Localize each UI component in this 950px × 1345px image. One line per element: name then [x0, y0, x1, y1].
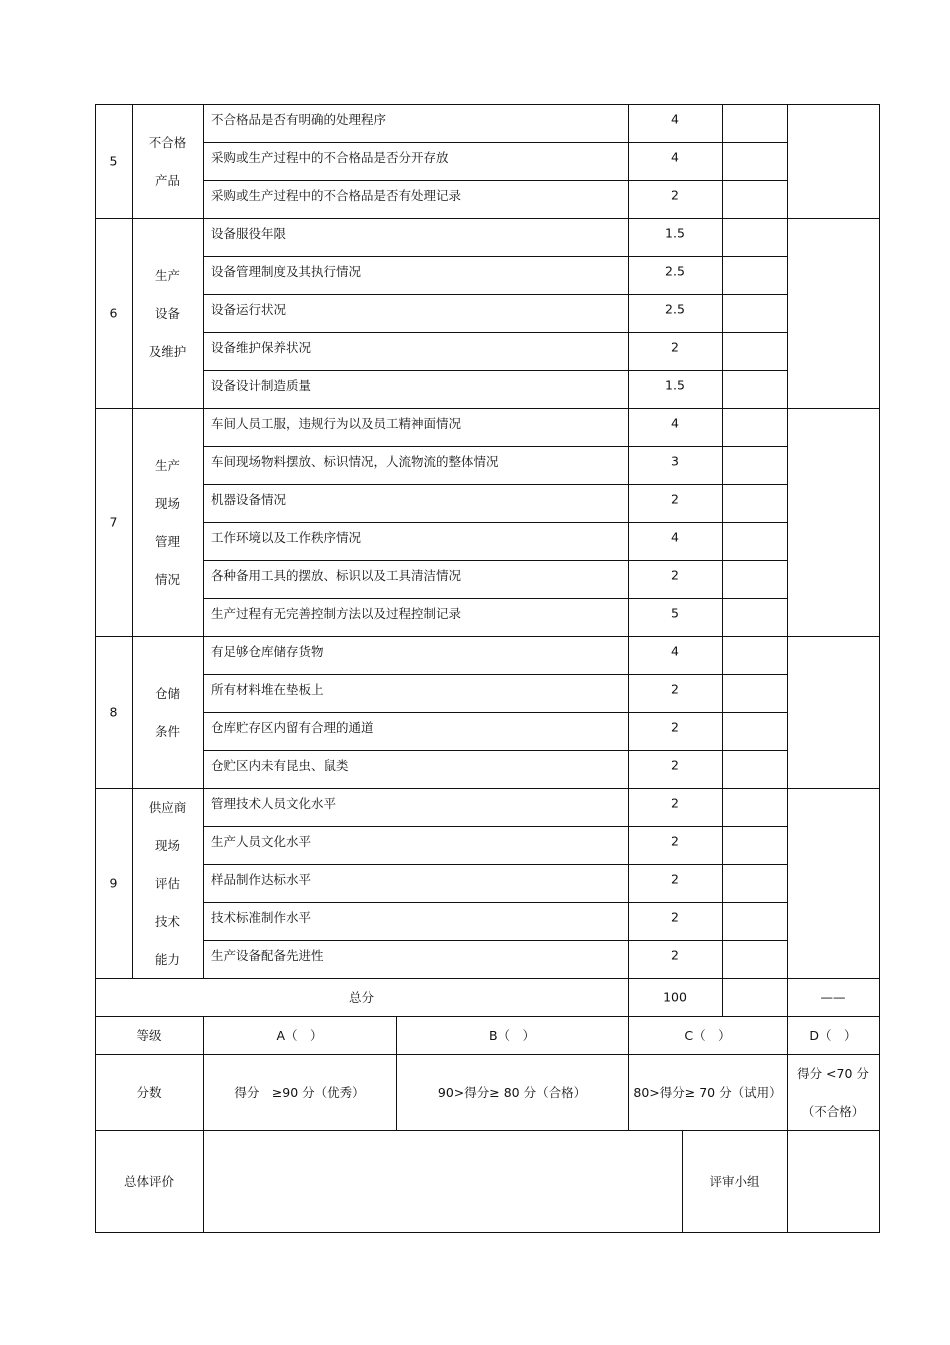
row-divider	[95, 1130, 880, 1131]
table-border-right	[879, 218, 880, 408]
column-divider	[628, 788, 629, 978]
criterion-text: 管理技术人员文化水平	[211, 796, 337, 811]
column-divider	[787, 636, 788, 788]
criterion-text: 车间现场物料摆放、标识情况，人流物流的整体情况	[211, 454, 499, 469]
criterion-text: 技术标准制作水平	[211, 910, 312, 925]
criterion-max-score: 2.5	[665, 263, 685, 279]
score-range-d: 得分 <70 分	[797, 1066, 869, 1081]
criterion-max-score: 2	[671, 947, 679, 963]
column-divider	[722, 788, 723, 978]
column-divider	[132, 408, 133, 636]
section-number: 7	[109, 514, 118, 530]
grade-label: 等级	[136, 1028, 162, 1043]
column-divider	[628, 218, 629, 408]
column-divider	[787, 1130, 788, 1232]
table-border-left	[95, 978, 96, 1016]
column-divider	[722, 218, 723, 408]
criterion-text: 车间人员工服，违规行为以及员工精神面情况	[211, 416, 462, 431]
criterion-max-score: 2	[671, 909, 679, 925]
criterion-text: 工作环境以及工作秩序情况	[211, 530, 362, 545]
criterion-text: 设备设计制造质量	[211, 378, 312, 393]
criterion-text: 各种备用工具的摆放、标识以及工具清洁情况	[211, 568, 462, 583]
overall-evaluation-label: 总体评价	[123, 1174, 175, 1189]
item-row-divider	[203, 446, 787, 447]
column-divider	[787, 104, 788, 218]
section-divider	[95, 978, 880, 979]
section-category-label: 供应商	[148, 800, 187, 815]
section-number: 5	[109, 153, 118, 169]
section-category-label: 生产	[154, 458, 181, 473]
review-panel-label: 评审小组	[709, 1174, 760, 1189]
table-border-left	[95, 1016, 96, 1054]
section-divider	[95, 218, 880, 219]
section-category-label: 仓储	[154, 686, 181, 701]
criterion-max-score: 2.5	[665, 301, 685, 317]
column-divider	[628, 104, 629, 218]
table-border-right	[879, 788, 880, 978]
row-divider	[95, 1054, 880, 1055]
section-number: 9	[109, 875, 118, 891]
column-divider	[203, 636, 204, 788]
criterion-text: 采购或生产过程中的不合格品是否有处理记录	[211, 188, 462, 203]
total-dash: ——	[820, 989, 846, 1005]
column-divider	[132, 788, 133, 978]
criterion-max-score: 4	[671, 149, 679, 165]
column-divider	[203, 218, 204, 408]
item-row-divider	[203, 256, 787, 257]
section-category-label: 管理	[154, 534, 181, 549]
table-border-left	[95, 788, 96, 978]
column-divider	[132, 104, 133, 218]
item-row-divider	[203, 902, 787, 903]
criterion-max-score: 2	[671, 491, 679, 507]
section-divider	[95, 788, 880, 789]
criterion-text: 所有材料堆在垫板上	[211, 682, 324, 697]
section-category-label: 现场	[154, 496, 181, 511]
item-row-divider	[203, 180, 787, 181]
table-border-top	[95, 104, 880, 105]
item-row-divider	[203, 750, 787, 751]
item-row-divider	[203, 484, 787, 485]
item-row-divider	[203, 370, 787, 371]
total-score: 100	[663, 989, 687, 1005]
column-divider	[628, 1016, 629, 1054]
criterion-max-score: 1.5	[665, 225, 685, 241]
section-category-label: 能力	[154, 952, 181, 967]
criterion-max-score: 2	[671, 757, 679, 773]
table-border-right	[879, 1016, 880, 1054]
criterion-text: 不合格品是否有明确的处理程序	[211, 112, 387, 127]
row-divider	[95, 1016, 880, 1017]
criterion-text: 设备管理制度及其执行情况	[211, 264, 362, 279]
criterion-text: 有足够仓库储存货物	[211, 644, 324, 659]
column-divider	[628, 636, 629, 788]
criterion-text: 机器设备情况	[211, 492, 287, 507]
table-border-right	[879, 636, 880, 788]
column-divider	[203, 1130, 204, 1232]
criterion-max-score: 2	[671, 567, 679, 583]
table-border-left	[95, 1130, 96, 1232]
criterion-text: 生产设备配备先进性	[211, 948, 324, 963]
section-category-label: 产品	[154, 173, 181, 188]
grade-a: A（ ）	[276, 1028, 323, 1043]
table-border-left	[95, 636, 96, 788]
section-divider	[95, 408, 880, 409]
column-divider	[203, 1016, 204, 1054]
criterion-text: 设备维护保养状况	[211, 340, 312, 355]
column-divider	[396, 1054, 397, 1130]
item-row-divider	[203, 826, 787, 827]
table-border-left	[95, 218, 96, 408]
score-range-b: 90>得分≥ 80 分（合格）	[437, 1085, 587, 1100]
section-category-label: 现场	[154, 838, 181, 853]
column-divider	[722, 104, 723, 218]
item-row-divider	[203, 712, 787, 713]
criterion-max-score: 4	[671, 415, 679, 431]
total-label: 总分	[348, 990, 375, 1005]
item-row-divider	[203, 598, 787, 599]
table-border-right	[879, 978, 880, 1016]
column-divider	[203, 788, 204, 978]
evaluation-table	[95, 104, 880, 1233]
column-divider	[203, 104, 204, 218]
column-divider	[722, 978, 723, 1016]
section-category-label: 评估	[154, 876, 181, 891]
column-divider	[722, 636, 723, 788]
section-category-label: 条件	[154, 724, 181, 739]
column-divider	[628, 1054, 629, 1130]
grade-d: D（ ）	[809, 1028, 857, 1043]
criterion-text: 生产人员文化水平	[211, 834, 312, 849]
section-category-label: 生产	[154, 268, 181, 283]
score-label: 分数	[136, 1085, 162, 1100]
table-border-right	[879, 1130, 880, 1232]
score-range-d: （不合格）	[801, 1104, 865, 1119]
criterion-max-score: 2	[671, 871, 679, 887]
item-row-divider	[203, 560, 787, 561]
criterion-max-score: 4	[671, 643, 679, 659]
table-border-right	[879, 1054, 880, 1130]
table-border-right	[879, 104, 880, 218]
column-divider	[787, 788, 788, 978]
item-row-divider	[203, 674, 787, 675]
column-divider	[682, 1130, 683, 1232]
column-divider	[132, 218, 133, 408]
criterion-max-score: 2	[671, 187, 679, 203]
criterion-text: 仓库贮存区内留有合理的通道	[211, 720, 374, 735]
column-divider	[203, 408, 204, 636]
criterion-max-score: 4	[671, 529, 679, 545]
column-divider	[396, 1016, 397, 1054]
score-range-a: 得分 ≥90 分（优秀）	[234, 1085, 365, 1100]
criterion-text: 样品制作达标水平	[211, 872, 312, 887]
column-divider	[628, 978, 629, 1016]
section-category-label: 设备	[154, 306, 181, 321]
criterion-max-score: 2	[671, 795, 679, 811]
table-border-left	[95, 408, 96, 636]
table-border-left	[95, 1054, 96, 1130]
column-divider	[787, 978, 788, 1016]
criterion-text: 设备服役年限	[211, 226, 287, 241]
section-category-label: 情况	[154, 572, 181, 587]
score-range-c: 80>得分≥ 70 分（试用）	[633, 1085, 782, 1100]
section-number: 8	[109, 704, 118, 720]
section-category-label: 及维护	[148, 344, 187, 359]
criterion-max-score: 2	[671, 719, 679, 735]
column-divider	[203, 1054, 204, 1130]
criterion-text: 设备运行状况	[211, 302, 287, 317]
section-number: 6	[109, 305, 118, 321]
criterion-max-score: 1.5	[665, 377, 685, 393]
grade-c: C（ ）	[684, 1028, 731, 1043]
column-divider	[787, 218, 788, 408]
grade-b: B（ ）	[488, 1028, 536, 1043]
criterion-text: 采购或生产过程中的不合格品是否分开存放	[211, 150, 449, 165]
item-row-divider	[203, 940, 787, 941]
criterion-max-score: 3	[671, 453, 679, 469]
criterion-text: 仓贮区内未有昆虫、鼠类	[211, 758, 349, 773]
column-divider	[787, 408, 788, 636]
column-divider	[628, 408, 629, 636]
criterion-max-score: 2	[671, 833, 679, 849]
column-divider	[132, 636, 133, 788]
section-category-label: 技术	[154, 914, 181, 929]
item-row-divider	[203, 522, 787, 523]
criterion-max-score: 5	[671, 605, 679, 621]
criterion-max-score: 2	[671, 681, 679, 697]
item-row-divider	[203, 332, 787, 333]
section-category-label: 不合格	[148, 135, 187, 150]
item-row-divider	[203, 294, 787, 295]
table-border-right	[879, 408, 880, 636]
criterion-max-score: 4	[671, 111, 679, 127]
criterion-max-score: 2	[671, 339, 679, 355]
item-row-divider	[203, 864, 787, 865]
column-divider	[787, 1054, 788, 1130]
section-divider	[95, 636, 880, 637]
column-divider	[787, 1016, 788, 1054]
table-border-left	[95, 104, 96, 218]
item-row-divider	[203, 142, 787, 143]
table-border-bottom	[95, 1232, 880, 1233]
criterion-text: 生产过程有无完善控制方法以及过程控制记录	[211, 606, 462, 621]
column-divider	[722, 408, 723, 636]
